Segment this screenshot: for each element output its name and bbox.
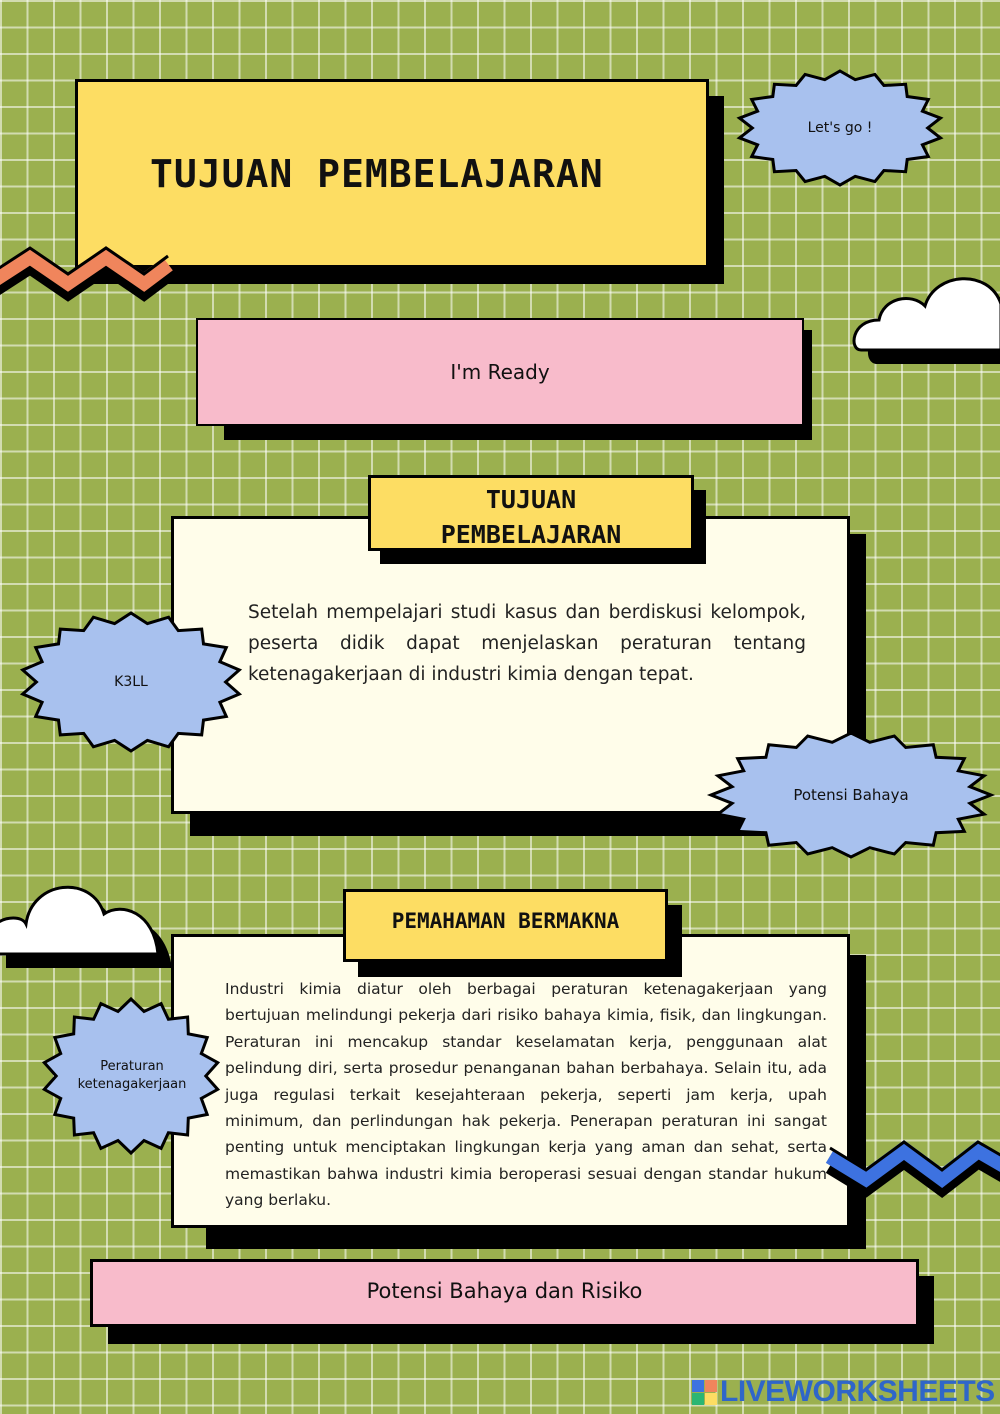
understanding-text: Industri kimia diatur oleh berbagai peraturan ketenagakerjaan yang bertujuan melindungi pekerja dari risiko bahaya kimia, fisik, dan lingkungan. Peraturan ini mencakup standar keselamatan kerja, penggunaan alat pelindung diri, serta prosedur penanganan bahan berbahaya. Selain itu, ada juga regulasi terkait kesejahteraan pekerja, seperti jam kerja, upah minimum, dan perlindungan hak pekerja. Penerapan peraturan ini sangat penting untuk menciptakan lingkungan kerja yang aman dan sehat, serta memastikan bahwa industri kimia beroperasi sesuai dengan standar hukum yang berlaku. xyxy=(225,980,827,1210)
objective-title: TUJUAN PEMBELAJARAN xyxy=(440,485,622,549)
lets-go-label: Let's go ! xyxy=(807,120,873,136)
page-title: TUJUAN PEMBELAJARAN xyxy=(150,152,604,196)
k3ll-label: K3LL xyxy=(114,674,148,690)
understanding-card xyxy=(171,934,850,1228)
blue-zigzag-decoration xyxy=(826,1126,1000,1196)
ready-banner xyxy=(196,318,804,426)
peraturan-label: Peraturan ketenagakerjaan xyxy=(77,1059,187,1092)
bottom-banner-label: Potensi Bahaya dan Risiko xyxy=(366,1279,643,1303)
understanding-title: PEMAHAMAN BERMAKNA xyxy=(391,909,620,933)
ready-banner-label: I'm Ready xyxy=(450,360,550,384)
bottom-banner xyxy=(90,1259,919,1327)
potensi-bahaya-label: Potensi Bahaya xyxy=(793,786,909,804)
cloud-decoration-right xyxy=(855,270,1000,370)
logo-text: LIVEWORKSHEETS xyxy=(720,1375,995,1408)
cloud-decoration-left xyxy=(0,878,180,968)
liveworksheets-logo[interactable] xyxy=(692,1376,995,1408)
orange-zigzag-decoration xyxy=(0,236,180,306)
objective-title-tag xyxy=(368,475,694,551)
logo-mark-icon xyxy=(692,1380,717,1405)
objective-text: Setelah mempelajari studi kasus dan berdiskusi kelompok, peserta didik dapat menjelaskan peraturan tentang ketenagakerjaan di industri kimia dengan tepat. xyxy=(248,602,806,685)
understanding-title-tag xyxy=(343,889,668,962)
